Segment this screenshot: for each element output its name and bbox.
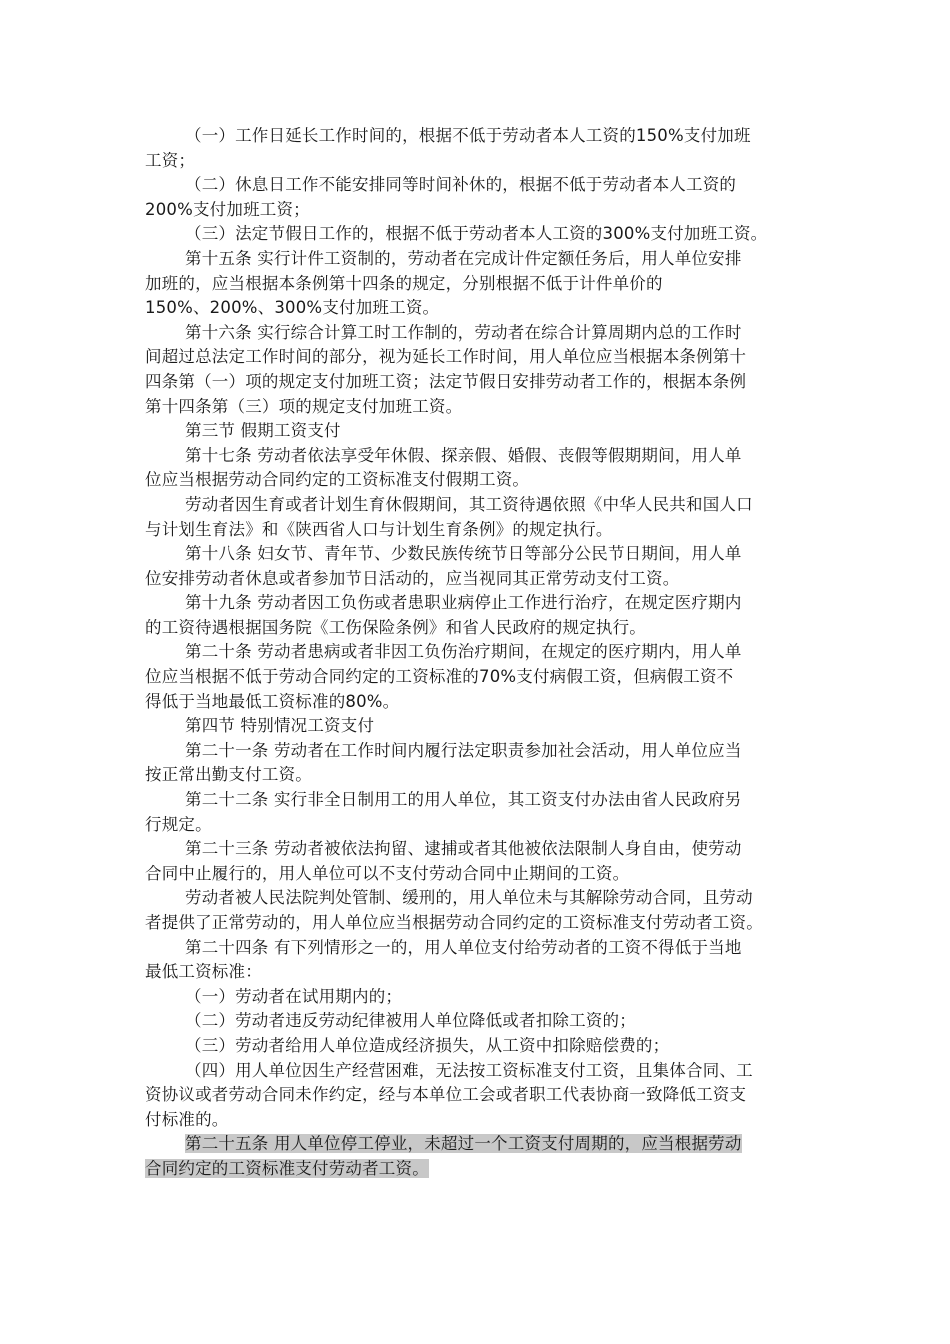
text-line-content: 第十五条 实行计件工资制的，劳动者在完成计件定额任务后，用人单位安排	[185, 248, 742, 268]
text-line-content: 第十八条 妇女节、青年节、少数民族传统节日等部分公民节日期间，用人单	[185, 544, 742, 564]
text-line	[145, 690, 825, 715]
text-line-content: 加班的，应当根据本条例第十四条的规定，分别根据不低于计件单价的	[145, 273, 663, 293]
text-line	[145, 419, 825, 444]
text-line-content: 付标准的。	[145, 1109, 229, 1129]
text-line	[145, 1108, 825, 1133]
text-line-content: 得低于当地最低工资标准的80%。	[145, 691, 400, 711]
text-line-content: 第二十五条 用人单位停工停业，未超过一个工资支付周期的，应当根据劳动	[185, 1134, 742, 1154]
text-line	[145, 444, 825, 469]
text-line-content: 第二十三条 劳动者被依法拘留、逮捕或者其他被依法限制人身自由，使劳动	[185, 839, 742, 859]
text-line	[145, 247, 825, 272]
text-line-content: 150%、200%、300%支付加班工资。	[145, 298, 440, 318]
text-line-content: 200%支付加班工资；	[145, 199, 310, 219]
text-line	[145, 149, 825, 174]
text-line-content: 工资；	[145, 150, 196, 170]
text-line	[145, 862, 825, 887]
highlighted-text-line	[145, 1157, 825, 1182]
text-line-content: 位应当根据不低于劳动合同约定的工资标准的70%支付病假工资，但病假工资不	[145, 667, 734, 687]
text-line	[145, 936, 825, 961]
text-line-content: （二）休息日工作不能安排同等时间补休的，根据不低于劳动者本人工资的	[185, 175, 737, 195]
text-line	[145, 665, 825, 690]
text-line-content: 资协议或者劳动合同未作约定，经与本单位工会或者职工代表协商一致降低工资支	[145, 1085, 747, 1105]
text-line	[145, 1009, 825, 1034]
text-line	[145, 1083, 825, 1108]
text-line-content: 第四节 特别情况工资支付	[185, 716, 375, 736]
text-line	[145, 763, 825, 788]
text-line-content: 第二十二条 实行非全日制用工的用人单位，其工资支付办法由省人民政府另	[185, 790, 742, 810]
text-line-content: （三）劳动者给用人单位造成经济损失，从工资中扣除赔偿费的；	[185, 1035, 670, 1055]
text-line-content: 行规定。	[145, 814, 212, 834]
text-line	[145, 124, 825, 149]
text-line-content: （三）法定节假日工作的，根据不低于劳动者本人工资的300%支付加班工资。	[185, 224, 768, 244]
text-line	[145, 542, 825, 567]
text-line-content: 最低工资标准：	[145, 962, 262, 982]
text-line-content: 与计划生育法》和《陕西省人口与计划生育条例》的规定执行。	[145, 519, 613, 539]
text-line	[145, 1034, 825, 1059]
text-line-content: 合同中止履行的，用人单位可以不支付劳动合同中止期间的工资。	[145, 863, 630, 883]
text-line	[145, 640, 825, 665]
text-line	[145, 813, 825, 838]
text-line-content: 第三节 假期工资支付	[185, 421, 341, 441]
text-line	[145, 370, 825, 395]
text-line-content: 第十六条 实行综合计算工时工作制的，劳动者在综合计算周期内总的工作时	[185, 322, 742, 342]
text-line-content: 第二十四条 有下列情形之一的，用人单位支付给劳动者的工资不得低于当地	[185, 937, 742, 957]
text-line-content: 第十九条 劳动者因工负伤或者患职业病停止工作进行治疗，在规定医疗期内	[185, 593, 742, 613]
text-line	[145, 567, 825, 592]
text-line-content: 位应当根据劳动合同约定的工资标准支付假期工资。	[145, 470, 530, 490]
text-line-content: 第十四条第（三）项的规定支付加班工资。	[145, 396, 463, 416]
text-line-content: 按正常出勤支付工资。	[145, 765, 312, 785]
text-line	[145, 345, 825, 370]
document-body	[145, 124, 825, 1182]
text-line	[145, 198, 825, 223]
text-line-content: 劳动者因生育或者计划生育休假期间，其工资待遇依照《中华人民共和国人口	[185, 494, 753, 514]
text-line-content: 劳动者被人民法院判处管制、缓刑的，用人单位未与其解除劳动合同，且劳动	[185, 888, 753, 908]
text-line	[145, 395, 825, 420]
text-line-content: 第二十条 劳动者患病或者非因工负伤治疗期间，在规定的医疗期内，用人单	[185, 642, 742, 662]
text-line-content: 第二十一条 劳动者在工作时间内履行法定职责参加社会活动，用人单位应当	[185, 740, 742, 760]
text-line	[145, 886, 825, 911]
text-line-content: 四条第（一）项的规定支付加班工资；法定节假日安排劳动者工作的，根据本条例	[145, 371, 747, 391]
text-line	[145, 788, 825, 813]
text-line-content: 者提供了正常劳动的，用人单位应当根据劳动合同约定的工资标准支付劳动者工资。	[145, 913, 763, 932]
text-line	[145, 714, 825, 739]
text-line	[145, 911, 825, 936]
text-line-content: （四）用人单位因生产经营困难，无法按工资标准支付工资，且集体合同、工	[185, 1060, 753, 1080]
text-line-content: （一）劳动者在试用期内的；	[185, 986, 403, 1006]
text-line	[145, 591, 825, 616]
text-line	[145, 272, 825, 297]
text-line-content: 合同约定的工资标准支付劳动者工资。	[145, 1158, 429, 1178]
text-line	[145, 493, 825, 518]
text-line	[145, 468, 825, 493]
text-line	[145, 616, 825, 641]
text-line	[145, 985, 825, 1010]
text-line	[145, 739, 825, 764]
text-line	[145, 173, 825, 198]
text-line-content: 的工资待遇根据国务院《工伤保险条例》和省人民政府的规定执行。	[145, 617, 646, 637]
text-line-content: 第十七条 劳动者依法享受年休假、探亲假、婚假、丧假等假期期间，用人单	[185, 445, 742, 465]
text-line	[145, 960, 825, 985]
highlighted-text-line	[145, 1132, 825, 1157]
text-line-content: 位安排劳动者休息或者参加节日活动的，应当视同其正常劳动支付工资。	[145, 568, 680, 588]
text-line-content: （二）劳动者违反劳动纪律被用人单位降低或者扣除工资的；	[185, 1011, 636, 1031]
text-line-content: （一）工作日延长工作时间的，根据不低于劳动者本人工资的150%支付加班	[185, 126, 751, 145]
text-line	[145, 321, 825, 346]
text-line	[145, 518, 825, 543]
text-line	[145, 837, 825, 862]
text-line	[145, 296, 825, 321]
text-line	[145, 222, 825, 247]
text-line-content: 间超过总法定工作时间的部分，视为延长工作时间，用人单位应当根据本条例第十	[145, 347, 747, 367]
text-line	[145, 1059, 825, 1084]
